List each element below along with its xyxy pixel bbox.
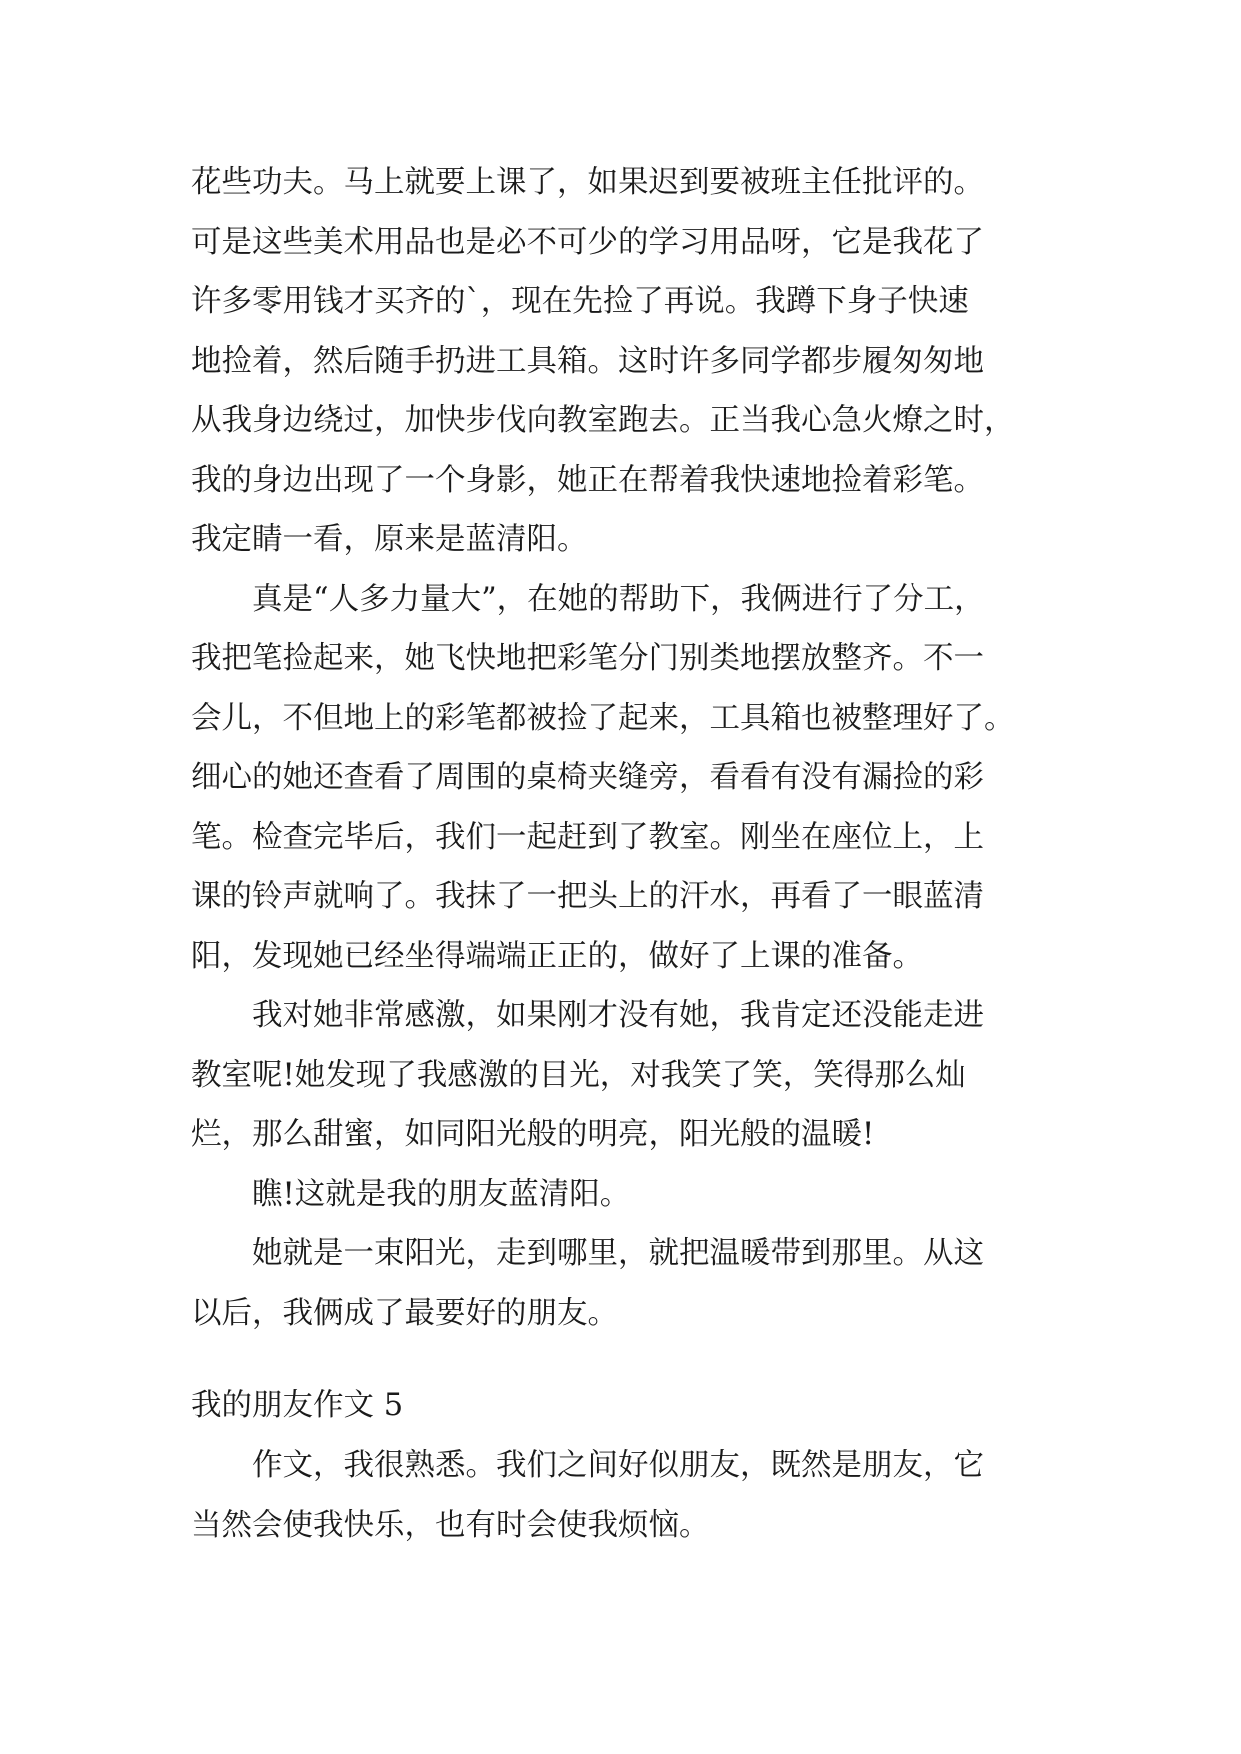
text-line: 课的铃声就响了。我抹了一把头上的汗水，再看了一眼蓝清 bbox=[191, 879, 984, 914]
text-line: 细心的她还查看了周围的桌椅夹缝旁，看看有没有漏捡的彩 bbox=[191, 760, 984, 795]
text-line: 从我身边绕过，加快步伐向教室跑去。正当我心急火燎之时， bbox=[191, 403, 1015, 438]
text-line: 烂，那么甜蜜，如同阳光般的明亮，阳光般的温暖! bbox=[191, 1117, 875, 1152]
text-line: 笔。检查完毕后，我们一起赶到了教室。刚坐在座位上，上 bbox=[191, 819, 984, 855]
essay-body bbox=[191, 153, 1059, 1343]
text-line: 以后，我俩成了最要好的朋友。 bbox=[191, 1295, 618, 1331]
text-line: 我把笔捡起来，她飞快地把彩笔分门别类地摆放整齐。不一 bbox=[191, 641, 984, 676]
text-line: 许多零用钱才买齐的`，现在先捡了再说。我蹲下身子快速 bbox=[191, 284, 969, 319]
text-line: 教室呢!她发现了我感激的目光，对我笑了笑，笑得那么灿 bbox=[191, 1057, 966, 1093]
text-line: 我定睛一看，原来是蓝清阳。 bbox=[191, 522, 588, 557]
paragraph-start-line: 真是“人多力量大”，在她的帮助下，我俩进行了分工， bbox=[252, 581, 985, 617]
paragraph-start-line: 她就是一束阳光，走到哪里，就把温暖带到那里。从这 bbox=[252, 1236, 984, 1271]
essay-body-5 bbox=[191, 1436, 1059, 1555]
text-line: 花些功夫。马上就要上课了，如果迟到要被班主任批评的。 bbox=[191, 165, 984, 200]
paragraph-start-line: 我对她非常感激，如果刚才没有她，我肯定还没能走进 bbox=[252, 998, 984, 1033]
text-line: 可是这些美术用品也是必不可少的学习用品呀，它是我花了 bbox=[191, 224, 984, 260]
text-line: 会儿，不但地上的彩笔都被捡了起来，工具箱也被整理好了。 bbox=[191, 700, 1015, 736]
section-heading: 我的朋友作文 5 bbox=[191, 1388, 404, 1423]
text-line: 地捡着，然后随手扔进工具箱。这时许多同学都步履匆匆地 bbox=[191, 343, 984, 379]
text-line: 当然会使我快乐，也有时会使我烦恼。 bbox=[191, 1507, 710, 1543]
text-line: 我的身边出现了一个身影，她正在帮着我快速地捡着彩笔。 bbox=[191, 462, 984, 498]
paragraph-start-line: 瞧!这就是我的朋友蓝清阳。 bbox=[252, 1176, 631, 1212]
text-line: 阳，发现她已经坐得端端正正的，做好了上课的准备。 bbox=[191, 938, 923, 974]
paragraph-start-line: 作文，我很熟悉。我们之间好似朋友，既然是朋友，它 bbox=[252, 1448, 984, 1483]
